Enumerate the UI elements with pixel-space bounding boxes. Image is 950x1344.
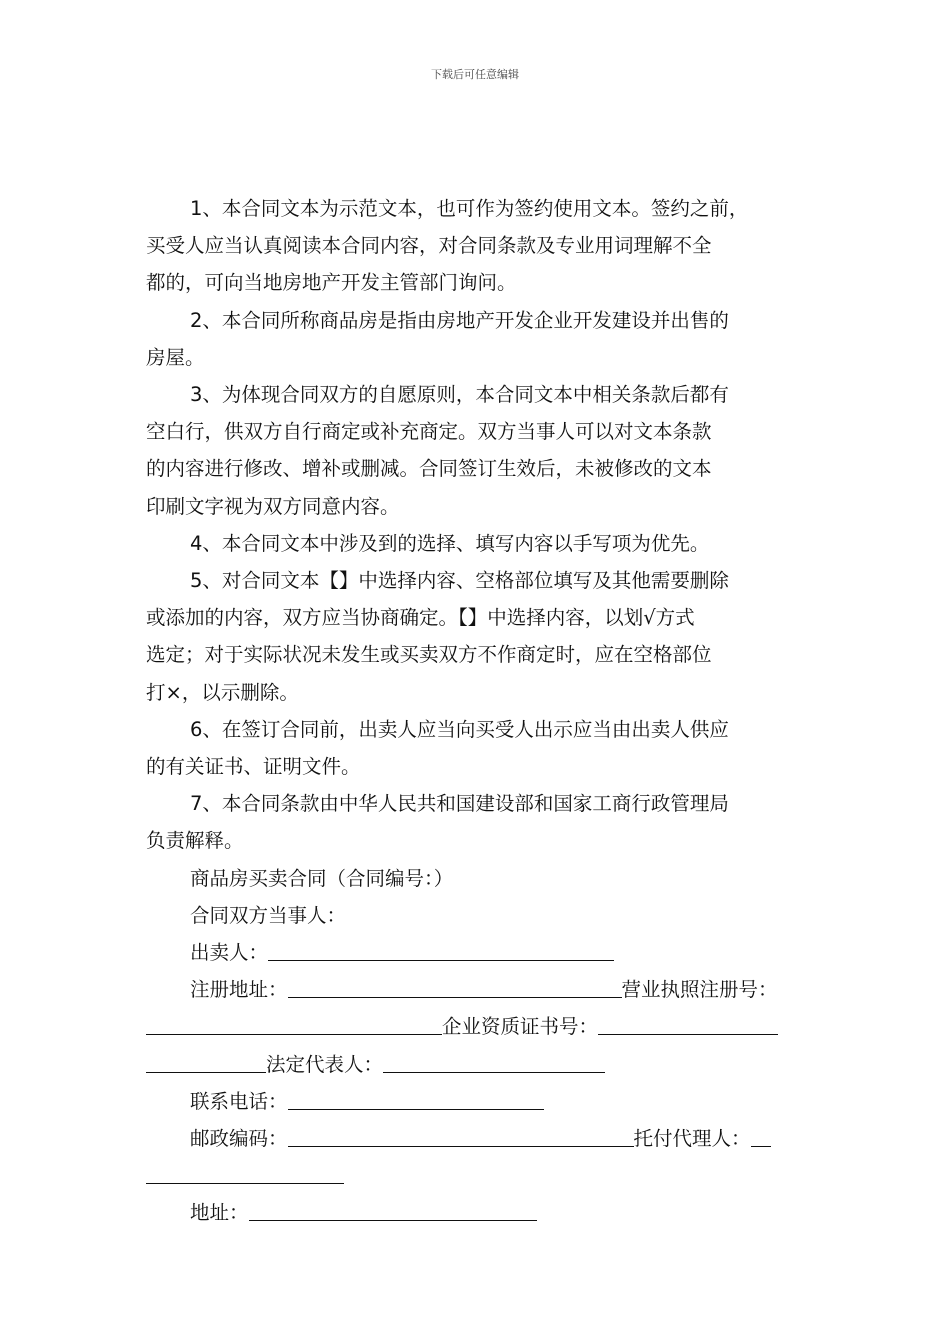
phone-blank[interactable] — [288, 1087, 544, 1110]
addr2-row — [146, 1194, 812, 1231]
agent-row-cont — [146, 1157, 812, 1194]
paragraph-1 — [146, 190, 812, 302]
text-line: 的有关证书、证明文件。 — [146, 755, 361, 779]
license-blank[interactable] — [146, 1012, 442, 1035]
address-label: 注册地址： — [190, 978, 288, 1002]
paragraph-7 — [146, 785, 812, 859]
postcode-blank[interactable] — [288, 1124, 634, 1147]
paragraph-4 — [146, 525, 812, 562]
paragraph-3 — [146, 376, 812, 525]
paragraph-2 — [146, 302, 812, 376]
text-line: 的内容进行修改、增补或删减。合同签订生效后，未被修改的文本 — [146, 457, 712, 481]
text-line: 买受人应当认真阅读本合同内容，对合同条款及专业用词理解不全 — [146, 234, 712, 258]
address-blank[interactable] — [288, 975, 622, 998]
seller-label: 出卖人： — [190, 941, 269, 965]
document-body — [146, 190, 812, 1232]
text-line: 5、对合同文本【】中选择内容、空格部位填写及其他需要删除 — [190, 569, 729, 593]
agent-blank[interactable] — [751, 1124, 771, 1147]
qualification-blank[interactable] — [598, 1012, 778, 1035]
text-line: 都的，可向当地房地产开发主管部门询问。 — [146, 271, 517, 295]
text-line: 2、本合同所称商品房是指由房地产开发企业开发建设并出售的 — [190, 308, 729, 332]
contract-title: 商品房买卖合同（合同编号：） — [190, 866, 454, 890]
seller-blank[interactable] — [268, 938, 614, 961]
contract-form — [146, 860, 812, 1232]
phone-row — [146, 1083, 812, 1120]
text-line: 1、本合同文本为示范文本，也可作为签约使用文本。签约之前， — [190, 197, 749, 220]
text-line: 空白行，供双方自行商定或补充商定。双方当事人可以对文本条款 — [146, 420, 712, 444]
paragraph-5 — [146, 562, 812, 711]
legal-rep-row — [146, 1046, 812, 1083]
addr2-label: 地址： — [190, 1201, 249, 1225]
license-label: 营业执照注册号： — [621, 978, 778, 1002]
page-header: 下载后可任意编辑 — [431, 68, 519, 81]
text-line: 或添加的内容，双方应当协商确定。【】中选择内容，以划√方式 — [146, 606, 695, 630]
address-row — [146, 971, 812, 1008]
legal-rep-label: 法定代表人： — [266, 1052, 384, 1076]
license-row — [146, 1008, 812, 1045]
postcode-label: 邮政编码： — [190, 1127, 288, 1151]
agent-blank-cont[interactable] — [146, 1161, 344, 1184]
legal-rep-blank[interactable] — [383, 1050, 605, 1073]
phone-label: 联系电话： — [190, 1089, 288, 1113]
text-line: 打×，以示删除。 — [146, 680, 299, 704]
qualification-blank-cont[interactable] — [146, 1050, 266, 1073]
text-line: 印刷文字视为双方同意内容。 — [146, 494, 400, 518]
seller-row — [146, 934, 812, 971]
qualification-label: 企业资质证书号： — [442, 1015, 599, 1039]
text-line: 6、在签订合同前，出卖人应当向买受人出示应当由出卖人供应 — [190, 717, 729, 741]
text-line: 7、本合同条款由中华人民共和国建设部和国家工商行政管理局 — [190, 792, 729, 816]
text-line: 选定；对于实际状况未发生或买卖双方不作商定时，应在空格部位 — [146, 643, 712, 667]
addr2-blank[interactable] — [249, 1198, 537, 1221]
text-line: 负责解释。 — [146, 829, 244, 853]
text-line: 4、本合同文本中涉及到的选择、填写内容以手写项为优先。 — [190, 531, 710, 555]
parties-label: 合同双方当事人： — [190, 903, 347, 927]
paragraph-6 — [146, 711, 812, 785]
text-line: 房屋。 — [146, 345, 205, 369]
text-line: 3、为体现合同双方的自愿原则，本合同文本中相关条款后都有 — [190, 383, 729, 407]
postcode-row — [146, 1120, 812, 1157]
agent-label: 托付代理人： — [633, 1127, 751, 1151]
